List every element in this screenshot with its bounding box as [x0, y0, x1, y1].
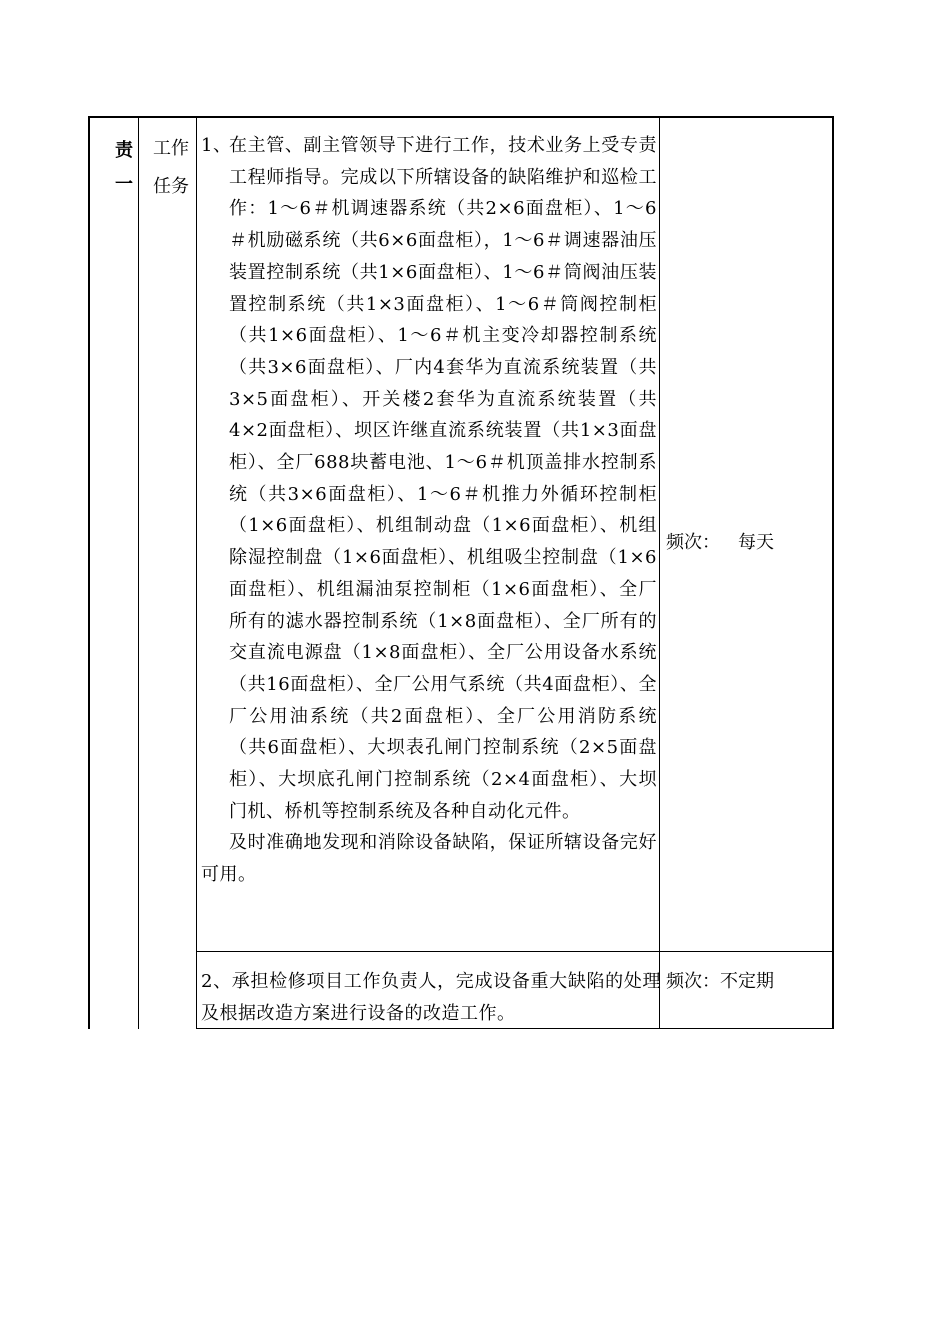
- table-divider-label: [138, 116, 139, 1029]
- table-border-left: [88, 116, 90, 1029]
- table-divider-task: [196, 116, 197, 1029]
- frequency-label: 频次：: [666, 532, 720, 553]
- table-border-top: [88, 116, 834, 118]
- task-label: 工作 任务: [153, 138, 189, 197]
- frequency-value: 每天: [738, 532, 774, 553]
- duty-item-1: [201, 130, 657, 891]
- duty-item-1-number: 1、: [201, 135, 232, 156]
- duty-table: [88, 116, 834, 1029]
- table-row-divider: [196, 951, 834, 952]
- responsibility-label: 责 一: [115, 140, 133, 195]
- duty-item-1-frequency: [666, 527, 826, 559]
- duty-item-1-summary: 及时准确地发现和消除设备缺陷，保证所辖设备完好可用。: [201, 832, 657, 886]
- table-border-right: [832, 116, 834, 1029]
- table-divider-frequency: [659, 116, 660, 1029]
- duty-item-2-frequency: 频次：不定期: [666, 971, 774, 992]
- duty-item-1-body: 在主管、副主管领导下进行工作，技术业务上受专责工程师指导。完成以下所辖设备的缺陷维护和巡检工作：1～6＃机调速器系统（共2×6面盘柜）、1～6＃机励磁系统（共6×6面盘柜），1～6＃调速器油压装置控制系统（共1×6面盘柜）、1～6＃筒阀油压装置控制系统（共1×3面盘柜）、1～6＃筒阀控制柜（共1×6面盘柜）、1～6＃机主变冷却器控制系统（共3×6面盘柜）、厂内4套华为直流系统装置（共3×5面盘柜）、开关楼2套华为直流系统装置（共4×2面盘柜）、坝区许继直流系统装置（共1×3面盘柜）、全厂688块蓄电池、1～6＃机顶盖排水控制系统（共3×6面盘柜）、1～6＃机推力外循环控制柜（1×6面盘柜）、机组制动盘（1×6面盘柜）、机组除湿控制盘（1×6面盘柜）、机组吸尘控制盘（1×6面盘柜）、机组漏油泵控制柜（1×6面盘柜）、全厂所有的滤水器控制系统（1×8面盘柜）、全厂所有的交直流电源盘（1×8面盘柜）、全厂公用设备水系统（共16面盘柜）、全厂公用气系统（共4面盘柜）、全厂公用油系统（共2面盘柜）、全厂公用消防系统（共6面盘柜）、大坝表孔闸门控制系统（2×5面盘柜）、大坝底孔闸门控制系统（2×4面盘柜）、大坝门机、桥机等控制系统及各种自动化元件。: [229, 135, 657, 822]
- duty-item-2: 2、承担检修项目工作负责人，完成设备重大缺陷的处理及根据改造方案进行设备的改造工作。: [201, 971, 661, 1024]
